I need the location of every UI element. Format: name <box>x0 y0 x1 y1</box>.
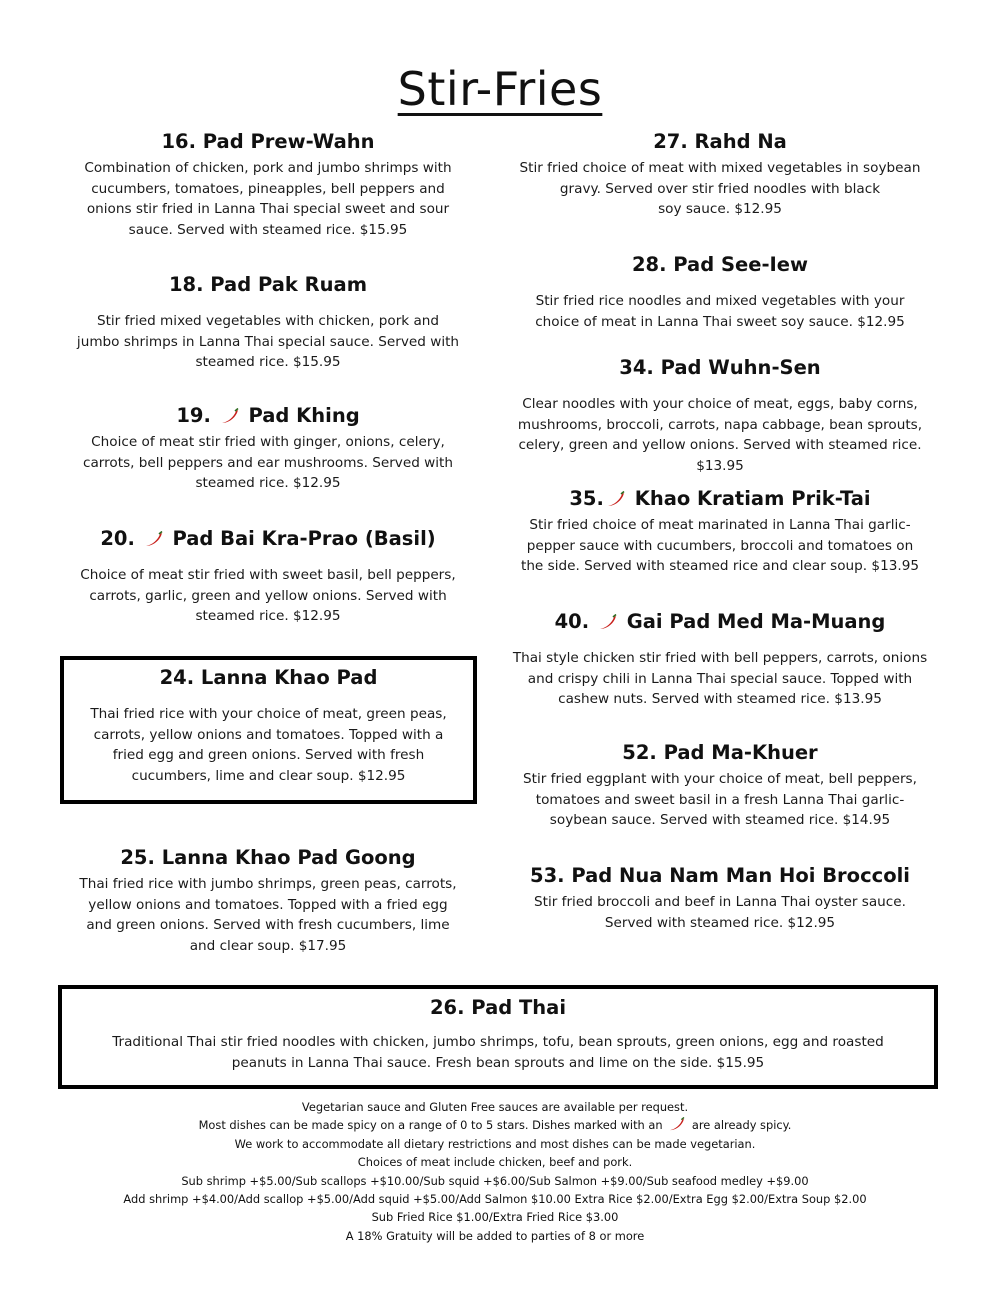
menu-item-52: 52. Pad Ma-Khuer Stir fried eggplant with your choice of meat, bell peppers, tomatoes and sweet basil in a fresh Lanna Thai garlic- soybean sauce. Served with steamed rice. $14.95 <box>500 741 940 831</box>
chili-pepper-icon <box>606 491 626 507</box>
menu-item-53: 53. Pad Nua Nam Man Hoi Broccoli Stir fried broccoli and beef in Lanna Thai oyster sauce. Served with steamed rice. $12.95 <box>500 864 940 933</box>
item-name: 26. Pad Thai <box>429 996 567 1019</box>
footer-notes <box>40 1098 950 1245</box>
menu-item-40: 40. Gai Pad Med Ma-Muang Thai style chicken stir fried with bell peppers, carrots, onions and crispy chili in Lanna Thai special sauce. Topped with cashew nuts. Served with steamed rice. $13.95 <box>500 610 940 710</box>
footer-line: Add shrimp +$4.00/Add scallop +$5.00/Add squid +$5.00/Add Salmon $10.00 Extra Rice $2.00/Extra Egg $2.00/Extra Soup $2.00 <box>123 1192 867 1207</box>
chili-pepper-icon <box>220 408 240 424</box>
chili-pepper-icon <box>668 1117 686 1131</box>
footer-line: Vegetarian sauce and Gluten Free sauces are available per request. <box>301 1100 689 1114</box>
item-name: 34. Pad Wuhn-Sen <box>619 356 821 379</box>
menu-item-35: 35. Khao Kratiam Prik-Tai Stir fried choice of meat marinated in Lanna Thai garlic- pepper sauce with cucumbers, broccoli and tomatoes on the side. Served with steamed rice and clear soup. $13.95 <box>500 487 940 577</box>
chili-pepper-icon <box>144 531 164 547</box>
item-name: 35. Khao Kratiam Prik-Tai <box>569 487 871 510</box>
item-name: 27. Rahd Na <box>653 130 787 153</box>
item-name: 19. Pad Khing <box>176 404 360 427</box>
page-title: Stir-Fries <box>397 62 603 116</box>
footer-line: Sub Fried Rice $1.00/Extra Fried Rice $3.00 <box>371 1210 619 1225</box>
footer-line: A 18% Gratuity will be added to parties of 8 or more <box>345 1228 645 1243</box>
item-name: 28. Pad See-Iew <box>631 253 809 276</box>
menu-item-28: 28. Pad See-Iew Stir fried rice noodles and mixed vegetables with your choice of meat in Lanna Thai sweet soy sauce. $12.95 <box>500 253 940 332</box>
item-name: 52. Pad Ma-Khuer <box>622 741 818 764</box>
menu-item-26: 26. Pad Thai Traditional Thai stir fried noodles with chicken, jumbo shrimps, tofu, bean sprouts, green onions, egg and roasted peanuts in Lanna Thai sauce. Fresh bean sprouts and lime on the side. $15.95 <box>62 996 934 1073</box>
menu-item-20: 20. Pad Bai Kra-Prao (Basil) Choice of meat stir fried with sweet basil, bell peppers, carrots, garlic, green and yellow onions. Served with steamed rice. $12.95 <box>62 527 474 627</box>
item-name: 20. Pad Bai Kra-Prao (Basil) <box>100 527 436 550</box>
menu-item-19: 19. Pad Khing Choice of meat stir fried with ginger, onions, celery, carrots, bell peppers and ear mushrooms. Served with steamed rice. $12.95 <box>62 404 474 494</box>
footer-line-spicy: Most dishes can be made spicy on a range of 0 to 5 stars. Dishes marked with an are already spicy. <box>198 1118 792 1133</box>
menu-item-16: 16. Pad Prew-Wahn Combination of chicken, pork and jumbo shrimps with cucumbers, tomatoes, pineapples, bell peppers and onions stir fried in Lanna Thai special sweet and sour sauce. Served with steamed rice. $15.95 <box>62 130 474 240</box>
item-name: 53. Pad Nua Nam Man Hoi Broccoli <box>530 864 910 887</box>
footer-line: We work to accommodate all dietary restrictions and most dishes can be made vegetarian. <box>234 1136 756 1151</box>
chili-pepper-icon <box>598 614 618 630</box>
footer-line: Choices of meat include chicken, beef and pork. <box>357 1155 633 1170</box>
menu-item-34: 34. Pad Wuhn-Sen Clear noodles with your choice of meat, eggs, baby corns, mushrooms, broccoli, carrots, napa cabbage, bean sprouts, celery, green and yellow onions. Served with steamed rice. $13.95 <box>500 356 940 476</box>
item-name: 24. Lanna Khao Pad <box>159 666 378 689</box>
item-name: 40. Gai Pad Med Ma-Muang <box>554 610 886 633</box>
menu-item-24: 24. Lanna Khao Pad Thai fried rice with your choice of meat, green peas, carrots, yellow onions and tomatoes. Topped with a fried egg and green onions. Served with fresh cucumbers, lime and clear soup. $12.95 <box>64 666 473 786</box>
menu-item-25: 25. Lanna Khao Pad Goong Thai fried rice with jumbo shrimps, green peas, carrots, yellow onions and tomatoes. Topped with a fried egg and green onions. Served with fresh cucumbers, lime and clear soup. $17.95 <box>62 846 474 956</box>
footer-line: Sub shrimp +$5.00/Sub scallops +$10.00/Sub squid +$6.00/Sub Salmon +$9.00/Sub seafood medley +$9.00 <box>181 1173 809 1188</box>
item-name: 18. Pad Pak Ruam <box>168 273 368 296</box>
item-name: 25. Lanna Khao Pad Goong <box>120 846 416 869</box>
item-name: 16. Pad Prew-Wahn <box>161 130 375 153</box>
menu-item-27: 27. Rahd Na Stir fried choice of meat with mixed vegetables in soybean gravy. Served over stir fried noodles with black soy sauce. $12.95 <box>500 130 940 220</box>
menu-item-18: 18. Pad Pak Ruam Stir fried mixed vegetables with chicken, pork and jumbo shrimps in Lanna Thai special sauce. Served with steamed rice. $15.95 <box>62 273 474 373</box>
